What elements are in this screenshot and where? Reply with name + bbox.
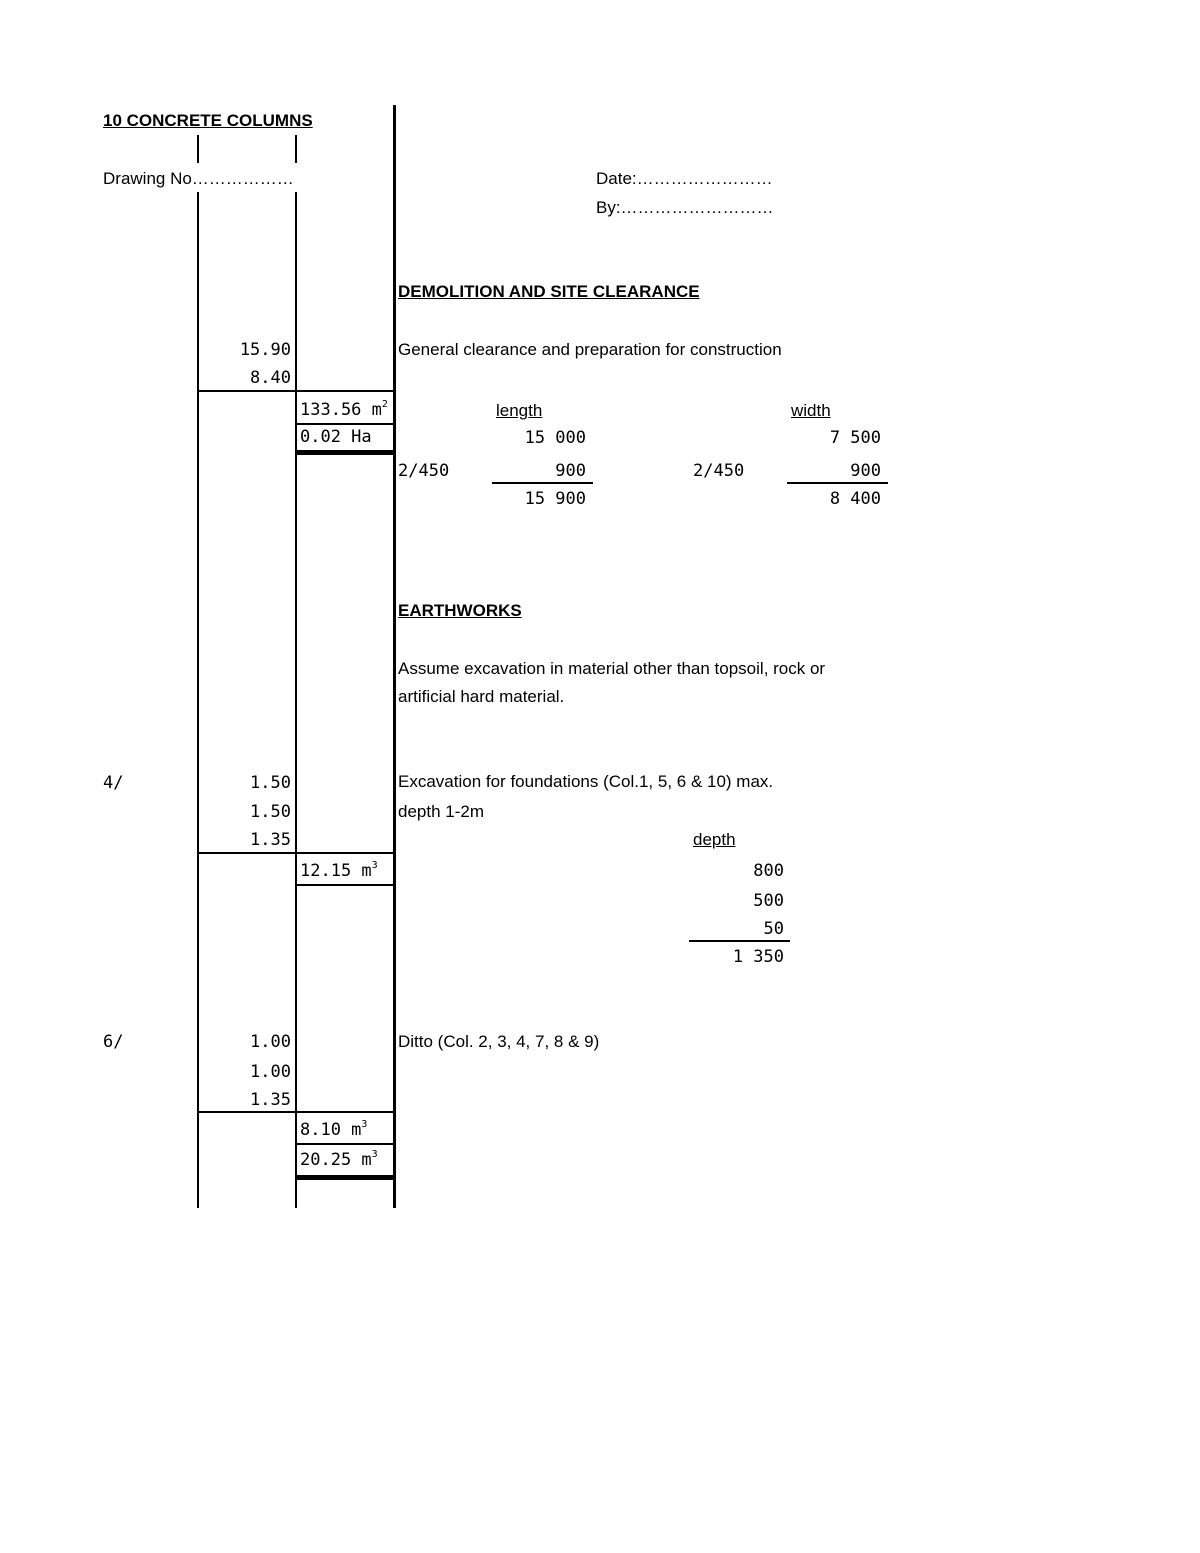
total-double-rule <box>295 1175 394 1180</box>
dimension-value: 1.00 <box>250 1062 291 1082</box>
depth-value: 500 <box>753 891 784 911</box>
demolition-description: General clearance and preparation for construction <box>398 340 782 359</box>
earthworks-note: Assume excavation in material other than topsoil, rock or <box>398 659 826 678</box>
width-addition: 900 <box>850 461 881 481</box>
dimension-value: 1.50 <box>250 773 291 793</box>
dimension-column-rule <box>295 192 297 1208</box>
depth-value: 50 <box>763 919 784 939</box>
width-total: 8 400 <box>829 489 881 509</box>
dimension-value: 1.35 <box>250 1090 291 1110</box>
earthworks-note: artificial hard material. <box>398 687 565 706</box>
length-value: 15 000 <box>524 428 586 448</box>
dimension-rule <box>197 390 394 392</box>
timesing-column-rule <box>197 192 199 1208</box>
dimension-value: 15.90 <box>239 340 291 360</box>
area-result: 133.56 $m^2$ <box>300 399 388 420</box>
timesing-factor: 6/ <box>103 1032 124 1052</box>
timesing-factor: 4/ <box>103 773 124 793</box>
left-factor: 2/450 <box>398 461 450 481</box>
width-value: 7 500 <box>829 428 881 448</box>
timesing-column-rule <box>197 135 199 163</box>
result-rule <box>295 884 394 886</box>
dimension-rule <box>197 1111 394 1113</box>
date-field: Date:…………………… <box>596 169 773 188</box>
dimension-value: 1.50 <box>250 802 291 822</box>
by-field: By:……………………… <box>596 198 774 217</box>
length-total: 15 900 <box>524 489 586 509</box>
ditto-description: Ditto (Col. 2, 3, 4, 7, 8 & 9) <box>398 1032 600 1051</box>
depth-value: 800 <box>753 861 784 881</box>
demolition-heading: DEMOLITION AND SITE CLEARANCE <box>398 282 700 301</box>
length-label: length <box>496 401 543 420</box>
length-addition: 900 <box>555 461 586 481</box>
dimension-column-rule <box>295 135 297 163</box>
dimension-value: 1.35 <box>250 830 291 850</box>
excavation-description: Excavation for foundations (Col.1, 5, 6 & 10) max. <box>398 772 774 791</box>
width-label: width <box>791 401 831 420</box>
depth-label: depth <box>693 830 736 849</box>
right-factor: 2/450 <box>693 461 745 481</box>
volume-result: 8.10 $m^3$ <box>300 1119 368 1140</box>
depth-total: 1 350 <box>732 947 784 967</box>
drawing-number-field: Drawing No……………… <box>103 169 294 188</box>
page-title: 10 CONCRETE COLUMNS <box>103 111 313 130</box>
hectare-result: 0.02 Ha <box>300 427 372 447</box>
earthworks-heading: EARTHWORKS <box>398 601 522 620</box>
volume-result: 12.15 $m^3$ <box>300 860 378 881</box>
length-sum-rule <box>492 482 593 484</box>
dimension-value: 8.40 <box>250 368 291 388</box>
dimension-value: 1.00 <box>250 1032 291 1052</box>
depth-sum-rule <box>689 940 790 942</box>
result-rule <box>295 423 394 425</box>
result-rule <box>295 1143 394 1145</box>
total-double-rule <box>295 450 394 455</box>
description-column-rule <box>393 105 396 1208</box>
dimension-rule <box>197 852 394 854</box>
volume-total: 20.25 $m^3$ <box>300 1149 378 1170</box>
width-sum-rule <box>787 482 888 484</box>
excavation-description: depth 1-2m <box>398 802 484 821</box>
